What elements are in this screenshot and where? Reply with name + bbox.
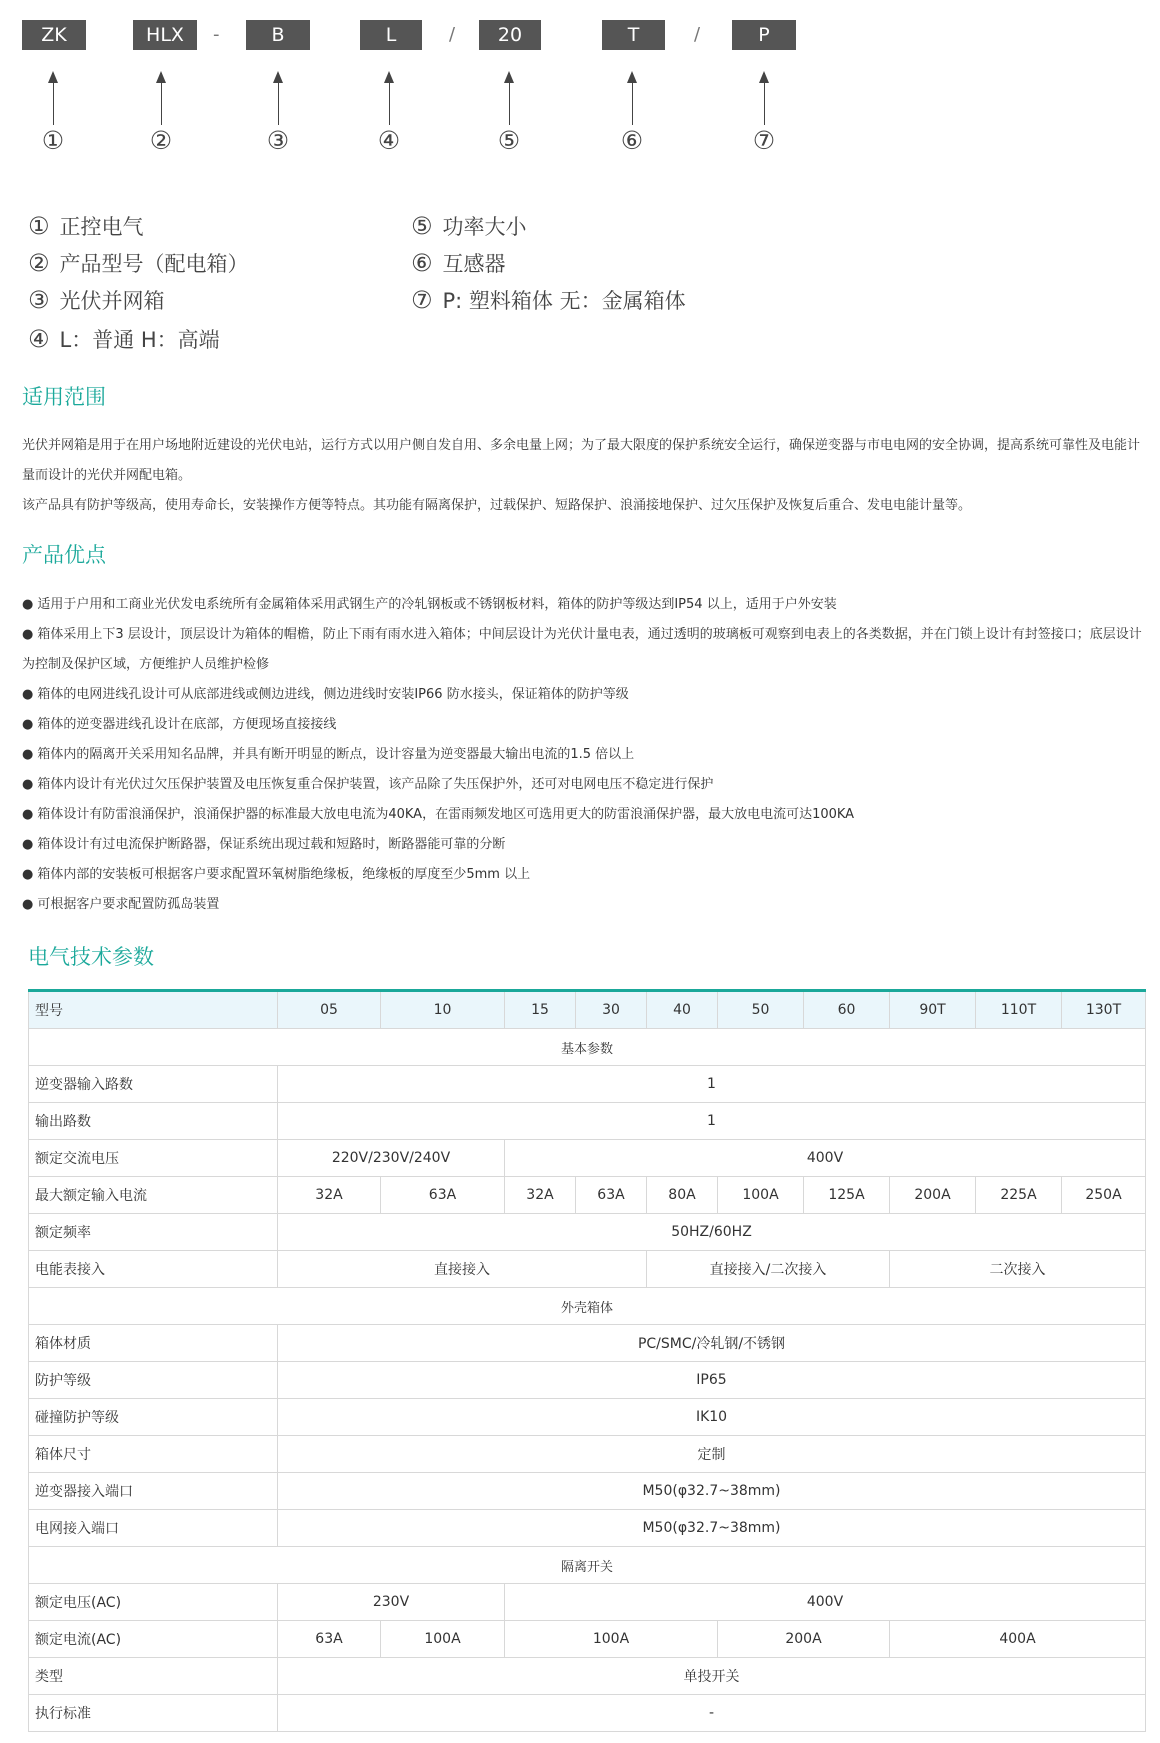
header-model: 60: [804, 991, 890, 1029]
row-label: 逆变器接入端口: [29, 1473, 278, 1510]
table-row: [29, 1140, 1146, 1177]
header-model: 40: [647, 991, 718, 1029]
bullet-icon: ●: [22, 837, 34, 852]
cell-value: M50(φ32.7~38mm): [278, 1473, 1146, 1510]
code-marker: ①: [41, 126, 65, 155]
cell-value: 63A: [278, 1621, 381, 1658]
scope-paragraph: 光伏并网箱是用于在用户场地附近建设的光伏电站，运行方式以用户侧自发自用、多余电量上网；为了最大限度的保护系统安全运行，确保逆变器与市电电网的安全协调，提高系统可靠性及电能计量而设计的光伏并网配电箱。: [22, 438, 1141, 483]
list-item: ● 可根据客户要求配置防孤岛装置: [22, 897, 220, 912]
legend-item: ② 产品型号（配电箱）: [28, 249, 249, 277]
table-row: [29, 1251, 1146, 1288]
table-row: [29, 1214, 1146, 1251]
bullet-icon: ●: [22, 867, 34, 882]
list-item: ● 箱体的电网进线孔设计可从底部进线或侧边进线，侧边进线时安装IP66 防水接头，保证箱体的防护等级: [22, 687, 629, 702]
list-item: ● 箱体采用上下3 层设计，顶层设计为箱体的帽檐，防止下雨有雨水进入箱体；中间层设计为光伏计量电表，通过透明的玻璃板可观察到电表上的各类数据，并在门锁上设计有封签接口；底层设计为控制及保护区域，方便维护人员维护检修: [22, 627, 1142, 672]
code-segment-transformer: T: [602, 20, 665, 50]
table-row: [29, 1510, 1146, 1547]
table-row: [29, 1103, 1146, 1140]
table-row: [29, 1584, 1146, 1621]
table-group-row: [29, 1029, 1146, 1066]
header-model: 15: [505, 991, 576, 1029]
cell-value: IP65: [278, 1362, 1146, 1399]
code-marker: ⑤: [497, 126, 521, 155]
list-item: ● 适用于户用和工商业光伏发电系统所有金属箱体采用武钢生产的冷轧钢板或不锈钢板材料，箱体的防护等级达到IP54 以上，适用于户外安装: [22, 597, 837, 612]
up-arrow-icon: [389, 73, 390, 125]
bullet-icon: ●: [22, 687, 34, 702]
header-label: 型号: [29, 991, 278, 1029]
row-label: 防护等级: [29, 1362, 278, 1399]
table-group-row: [29, 1547, 1146, 1584]
list-item: ● 箱体内的隔离开关采用知名品牌，并具有断开明显的断点，设计容量为逆变器最大输出电流的1.5 倍以上: [22, 747, 635, 762]
group-isolator: 隔离开关: [29, 1547, 1146, 1584]
up-arrow-icon: [278, 73, 279, 125]
cell-value: 200A: [890, 1177, 976, 1214]
table-row: [29, 1066, 1146, 1103]
cell-value: 50HZ/60HZ: [278, 1214, 1146, 1251]
header-model: 110T: [976, 991, 1062, 1029]
row-label: 输出路数: [29, 1103, 278, 1140]
row-label: 执行标准: [29, 1695, 278, 1732]
table-row: [29, 1473, 1146, 1510]
up-arrow-icon: [632, 73, 633, 125]
cell-value: 100A: [718, 1177, 804, 1214]
cell-value: 400V: [505, 1584, 1146, 1621]
up-arrow-icon: [509, 73, 510, 125]
table-row: [29, 1325, 1146, 1362]
header-model: 05: [278, 991, 381, 1029]
table-row: [29, 1399, 1146, 1436]
code-marker: ②: [149, 126, 173, 155]
cell-value: 400A: [890, 1621, 1146, 1658]
code-marker: ⑦: [752, 126, 776, 155]
list-item: ● 箱体的逆变器进线孔设计在底部，方便现场直接接线: [22, 717, 337, 732]
scope-paragraph: 该产品具有防护等级高，使用寿命长，安装操作方便等特点。其功能有隔离保护，过载保护、短路保护、浪涌接地保护、过欠压保护及恢复后重合、发电电能计量等。: [22, 498, 972, 513]
bullet-icon: ●: [22, 717, 34, 732]
cell-value: 200A: [718, 1621, 890, 1658]
code-segment-type: B: [246, 20, 310, 50]
code-marker: ④: [377, 126, 401, 155]
cell-value: 100A: [505, 1621, 718, 1658]
bullet-icon: ●: [22, 897, 34, 912]
row-label: 额定电压(AC): [29, 1584, 278, 1621]
legend-item: ③ 光伏并网箱: [28, 286, 165, 314]
list-item: ● 箱体内部的安装板可根据客户要求配置环氧树脂绝缘板，绝缘板的厚度至少5mm 以上: [22, 867, 531, 882]
table-group-row: [29, 1288, 1146, 1325]
cell-value: 单投开关: [278, 1658, 1146, 1695]
row-label: 电能表接入: [29, 1251, 278, 1288]
code-segment-material: P: [732, 20, 796, 50]
list-item: ● 箱体内设计有光伏过欠压保护装置及电压恢复重合保护装置，该产品除了失压保护外，还可对电网电压不稳定进行保护: [22, 777, 714, 792]
code-separator: /: [449, 24, 456, 45]
table-row: [29, 1436, 1146, 1473]
bullet-icon: ●: [22, 807, 34, 822]
cell-value: 125A: [804, 1177, 890, 1214]
cell-value: PC/SMC/冷轧钢/不锈钢: [278, 1325, 1146, 1362]
cell-value: M50(φ32.7~38mm): [278, 1510, 1146, 1547]
legend-item: ⑦ P: 塑料箱体 无：金属箱体: [411, 286, 686, 314]
cell-value: -: [278, 1695, 1146, 1732]
header-model: 50: [718, 991, 804, 1029]
legend-item: ① 正控电气: [28, 212, 144, 240]
cell-value: 63A: [576, 1177, 647, 1214]
header-model: 10: [381, 991, 505, 1029]
header-model: 90T: [890, 991, 976, 1029]
cell-value: 32A: [278, 1177, 381, 1214]
group-enclosure: 外壳箱体: [29, 1288, 1146, 1325]
code-segment-power: 20: [479, 20, 541, 50]
cell-value: 230V: [278, 1584, 505, 1621]
cell-value: IK10: [278, 1399, 1146, 1436]
cell-value: 直接接入: [278, 1251, 647, 1288]
up-arrow-icon: [764, 73, 765, 125]
cell-value: 80A: [647, 1177, 718, 1214]
list-item: ● 箱体设计有过电流保护断路器，保证系统出现过载和短路时，断路器能可靠的分断: [22, 837, 506, 852]
up-arrow-icon: [161, 73, 162, 125]
row-label: 逆变器输入路数: [29, 1066, 278, 1103]
group-basic: 基本参数: [29, 1029, 1146, 1066]
cell-value: 100A: [381, 1621, 505, 1658]
bullet-icon: ●: [22, 747, 34, 762]
code-marker: ③: [266, 126, 290, 155]
cell-value: 定制: [278, 1436, 1146, 1473]
table-row: [29, 1658, 1146, 1695]
cell-value: 二次接入: [890, 1251, 1146, 1288]
row-label: 箱体材质: [29, 1325, 278, 1362]
cell-value: 1: [278, 1103, 1146, 1140]
row-label: 额定交流电压: [29, 1140, 278, 1177]
code-separator: /: [694, 24, 701, 45]
table-row: [29, 1695, 1146, 1732]
bullet-icon: ●: [22, 777, 34, 792]
table-row: [29, 1362, 1146, 1399]
row-label: 碰撞防护等级: [29, 1399, 278, 1436]
bullet-icon: ●: [22, 597, 34, 612]
code-segment-company: ZK: [22, 20, 86, 50]
table-row: [29, 1621, 1146, 1658]
row-label: 额定频率: [29, 1214, 278, 1251]
row-label: 箱体尺寸: [29, 1436, 278, 1473]
cell-value: 1: [278, 1066, 1146, 1103]
table-row: [29, 1177, 1146, 1214]
cell-value: 400V: [505, 1140, 1146, 1177]
section-title-specs: 电气技术参数: [28, 945, 154, 969]
cell-value: 63A: [381, 1177, 505, 1214]
cell-value: 225A: [976, 1177, 1062, 1214]
code-segment-product: HLX: [133, 20, 197, 50]
section-title-scope: 适用范围: [22, 385, 106, 409]
legend-item: ⑤ 功率大小: [411, 212, 527, 240]
section-title-advantages: 产品优点: [22, 543, 106, 567]
row-label: 电网接入端口: [29, 1510, 278, 1547]
cell-value: 220V/230V/240V: [278, 1140, 505, 1177]
code-separator: -: [213, 24, 220, 45]
table-header-row: [29, 991, 1146, 1029]
up-arrow-icon: [53, 73, 54, 125]
code-segment-grade: L: [360, 20, 422, 50]
spec-table: [28, 989, 1146, 1732]
row-label: 类型: [29, 1658, 278, 1695]
header-model: 130T: [1062, 991, 1146, 1029]
bullet-icon: ●: [22, 627, 34, 642]
code-marker: ⑥: [620, 126, 644, 155]
cell-value: 32A: [505, 1177, 576, 1214]
list-item: ● 箱体设计有防雷浪涌保护，浪涌保护器的标准最大放电电流为40KA，在雷雨频发地区可选用更大的防雷浪涌保护器，最大放电电流可达100KA: [22, 807, 855, 822]
legend-item: ⑥ 互感器: [411, 249, 506, 277]
legend-item: ④ L：普通 H：高端: [28, 325, 220, 353]
cell-value: 直接接入/二次接入: [647, 1251, 890, 1288]
header-model: 30: [576, 991, 647, 1029]
row-label: 额定电流(AC): [29, 1621, 278, 1658]
row-label: 最大额定输入电流: [29, 1177, 278, 1214]
advantages-list: [22, 590, 1147, 920]
cell-value: 250A: [1062, 1177, 1146, 1214]
